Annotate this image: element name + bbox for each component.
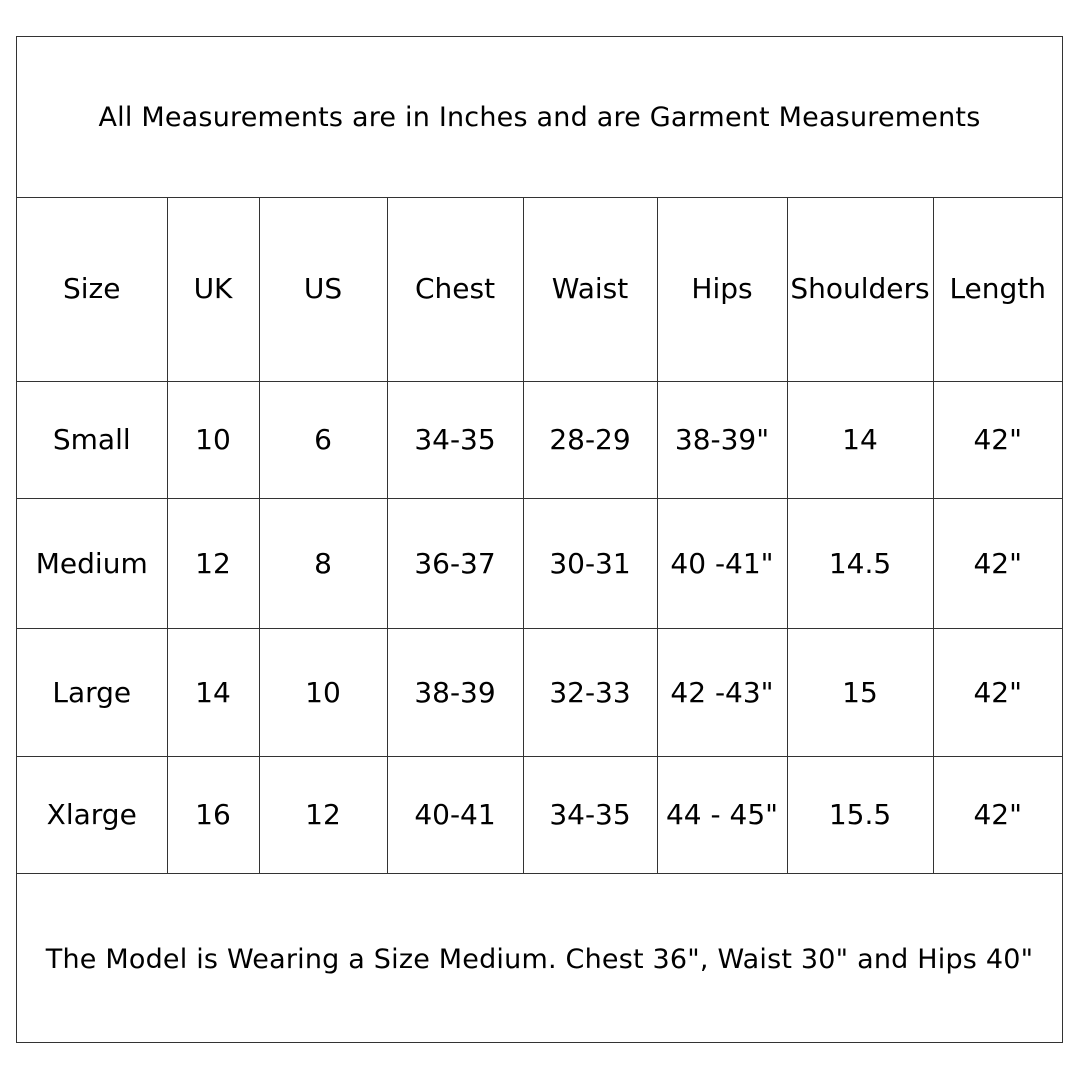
column-header-chest: Chest	[387, 197, 523, 381]
cell-waist: 30-31	[523, 498, 657, 628]
size-table	[17, 197, 1062, 873]
cell-uk: 12	[167, 498, 259, 628]
table-row	[17, 756, 1062, 873]
measurement-note: All Measurements are in Inches and are Garment Measurements	[17, 37, 1062, 198]
cell-chest: 40-41	[387, 756, 523, 873]
cell-uk: 16	[167, 756, 259, 873]
column-header-shoulders: Shoulders	[787, 197, 933, 381]
cell-uk: 10	[167, 381, 259, 498]
cell-size: Medium	[17, 498, 167, 628]
cell-length: 42"	[933, 498, 1062, 628]
cell-hips: 42 -43"	[657, 628, 787, 756]
model-note: The Model is Wearing a Size Medium. Chest 36", Waist 30" and Hips 40"	[17, 873, 1062, 1044]
size-chart	[16, 36, 1063, 1043]
cell-hips: 40 -41"	[657, 498, 787, 628]
cell-us: 10	[259, 628, 387, 756]
cell-shoulders: 14	[787, 381, 933, 498]
column-header-size: Size	[17, 197, 167, 381]
cell-length: 42"	[933, 381, 1062, 498]
cell-chest: 36-37	[387, 498, 523, 628]
cell-chest: 34-35	[387, 381, 523, 498]
table-row	[17, 498, 1062, 628]
table-row	[17, 628, 1062, 756]
cell-size: Xlarge	[17, 756, 167, 873]
cell-us: 8	[259, 498, 387, 628]
cell-hips: 38-39"	[657, 381, 787, 498]
cell-chest: 38-39	[387, 628, 523, 756]
cell-shoulders: 14.5	[787, 498, 933, 628]
cell-shoulders: 15.5	[787, 756, 933, 873]
table-row	[17, 381, 1062, 498]
cell-size: Small	[17, 381, 167, 498]
cell-waist: 32-33	[523, 628, 657, 756]
column-header-hips: Hips	[657, 197, 787, 381]
cell-length: 42"	[933, 756, 1062, 873]
cell-us: 12	[259, 756, 387, 873]
cell-us: 6	[259, 381, 387, 498]
cell-length: 42"	[933, 628, 1062, 756]
column-header-length: Length	[933, 197, 1062, 381]
table-header-row	[17, 197, 1062, 381]
cell-hips: 44 - 45"	[657, 756, 787, 873]
column-header-uk: UK	[167, 197, 259, 381]
column-header-waist: Waist	[523, 197, 657, 381]
cell-shoulders: 15	[787, 628, 933, 756]
column-header-us: US	[259, 197, 387, 381]
cell-uk: 14	[167, 628, 259, 756]
cell-size: Large	[17, 628, 167, 756]
cell-waist: 28-29	[523, 381, 657, 498]
cell-waist: 34-35	[523, 756, 657, 873]
